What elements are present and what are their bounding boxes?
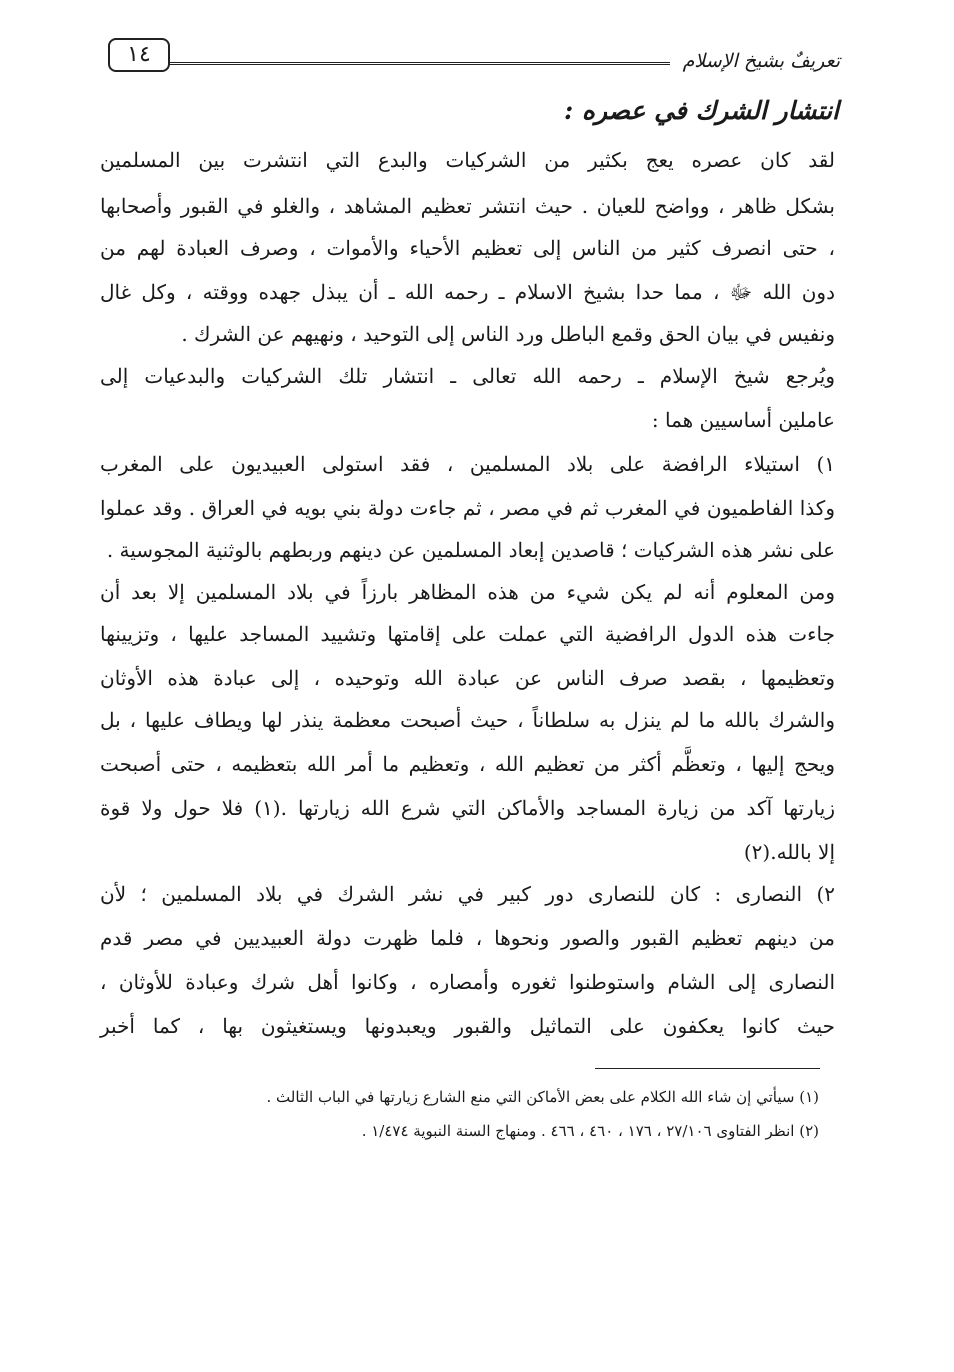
footnote-separator [595, 1068, 820, 1069]
body-line: ، حتى انصرف كثير من الناس إلى تعظيم الأحياء والأموات ، وصرف العبادة لهم من [100, 236, 836, 260]
footnote: (٢) انظر الفتاوى ٢٧/١٠٦ ، ١٧٦ ، ٤٦٠ ، ٤٦٦ . ومنهاج السنة النبوية ١/٤٧٤ . [361, 1122, 819, 1140]
body-line: والشرك بالله ما لم ينزل به سلطاناً ، حيث أصبحت معظمة ينذر لها ويطاف عليها ، بل [100, 708, 835, 732]
body-line: وتعظيمها ، بقصد صرف الناس عن عبادة الله وتوحيده ، إلى عبادة هذه الأوثان [100, 666, 835, 690]
body-line: من دينهم تعظيم القبور والصور ونحوها ، فلما ظهرت دولة العبيديين في مصر قدم [100, 926, 835, 950]
header-rule [169, 62, 670, 65]
body-line: ويحج إليها ، وتعظَّم أكثر من تعظيم الله ، وتعظيم ما أمر الله بتعظيمه ، حتى أصبحت [100, 752, 835, 776]
body-line: النصارى إلى الشام واستوطنوا ثغوره وأمصاره ، وكانوا أهل شرك وعبادة للأوثان ، [100, 970, 835, 994]
body-line: بشكل ظاهر ، وواضح للعيان . حيث انتشر تعظيم المشاهد ، والغلو في القبور وأصحابها [100, 194, 835, 218]
section-heading: انتشار الشرك في عصره : [563, 96, 839, 125]
body-line: جاءت هذه الدول الرافضية التي عملت على إقامتها وتشييد المساجد عليها ، وتزيينها [100, 622, 835, 646]
body-line: إلا بالله.(٢) [743, 840, 835, 864]
body-line: وكذا الفاطميون في المغرب ثم في مصر ، ثم جاءت دولة بني بويه في العراق . وقد عملوا [100, 496, 835, 520]
body-line: ونفيس في بيان الحق وقمع الباطل ورد الناس إلى التوحيد ، ونهيهم عن الشرك . [181, 322, 835, 346]
body-line: ٢) النصارى : كان للنصارى دور كبير في نشر الشرك في بلاد المسلمين ؛ لأن [100, 882, 835, 906]
body-line: ١) استيلاء الرافضة على بلاد المسلمين ، فقد استولى العبيديون على المغرب [100, 452, 835, 476]
body-line: على نشر هذه الشركيات ؛ قاصدين إبعاد المسلمين عن دينهم وربطهم بالوثنية المجوسية . [106, 538, 835, 562]
body-line: زيارتها آكد من زيارة المساجد والأماكن التي شرع الله زيارتها .(١) فلا حول ولا قوة [100, 796, 835, 820]
body-line: ومن المعلوم أنه لم يكن شيء من هذه المظاهر بارزاً في بلاد المسلمين إلا بعد أن [100, 580, 835, 604]
body-line: دون الله ﷻ ، مما حدا بشيخ الاسلام ـ رحمه الله ـ أن يبذل جهده ووقته ، وكل غال [100, 280, 836, 304]
body-line: حيث كانوا يعكفون على التماثيل والقبور ويعبدونها ويستغيثون بها ، كما أخبر [100, 1014, 835, 1038]
page-number: ١٤ [108, 38, 170, 72]
page-header [105, 38, 840, 78]
body-line: عاملين أساسيين هما : [651, 408, 835, 432]
running-title: تعريفٌ بشيخ الإسلام [682, 50, 840, 72]
body-line: ويُرجع شيخ الإسلام ـ رحمه الله تعالى ـ انتشار تلك الشركيات والبدعيات إلى [100, 364, 835, 388]
footnote: (١) سيأتي إن شاء الله الكلام على بعض الأماكن التي منع الشارع زيارتها في الباب الثالث . [266, 1088, 819, 1106]
body-line: لقد كان عصره يعج بكثير من الشركيات والبدع التي انتشرت بين المسلمين [100, 148, 835, 172]
